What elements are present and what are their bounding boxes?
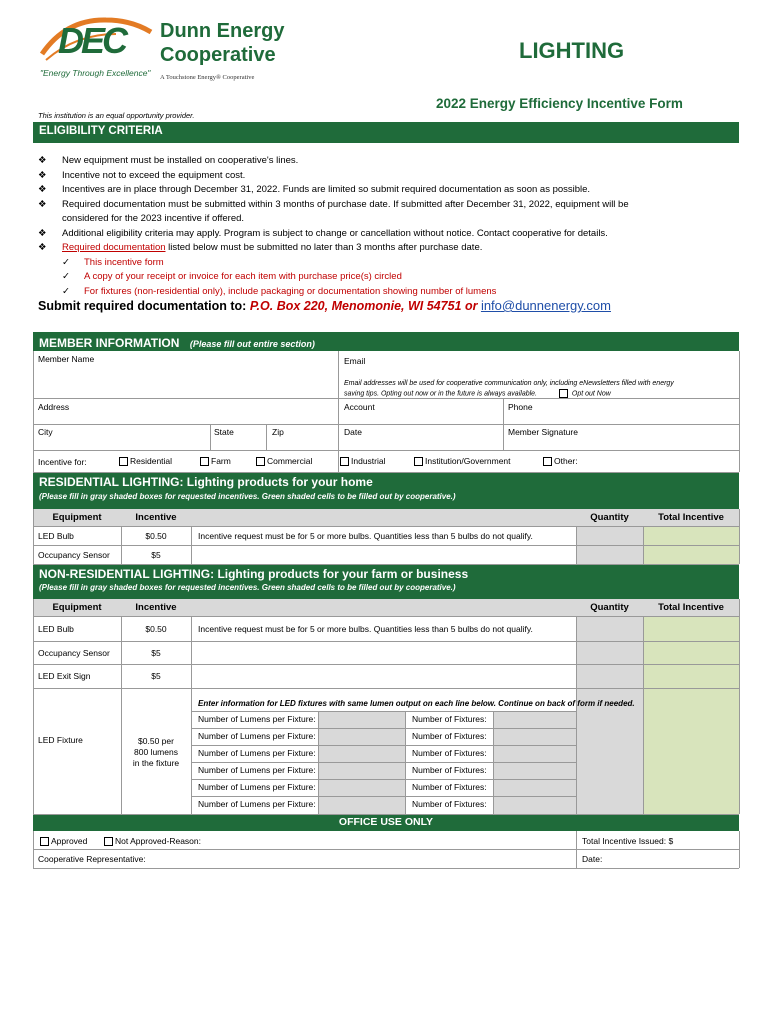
res-col-total: Total Incentive bbox=[658, 512, 724, 523]
nonres-row-exit-sign: LED Exit Sign bbox=[38, 671, 91, 681]
nonres-row-led-bulb: LED Bulb bbox=[38, 624, 74, 634]
diamond-bullet-icon: ❖ bbox=[38, 227, 47, 239]
equal-opportunity: This institution is an equal opportunity provider. bbox=[38, 111, 195, 120]
lumens-label: Number of Lumens per Fixture: bbox=[198, 799, 316, 809]
office-date-label: Date: bbox=[582, 854, 603, 864]
fixtures-label: Number of Fixtures: bbox=[412, 765, 487, 775]
fixtures-label: Number of Fixtures: bbox=[412, 799, 487, 809]
residential-note: (Please fill in gray shaded boxes for requested incentives. Green shaded cells to be filled out by cooperative.) bbox=[39, 492, 456, 501]
office-heading: OFFICE USE ONLY bbox=[33, 815, 739, 831]
eligibility-item: ❖ Required documentation listed below must be submitted no later than 3 months after purchase date. bbox=[38, 241, 738, 256]
other-checkbox[interactable] bbox=[543, 457, 552, 466]
nonres-total-cell bbox=[643, 616, 739, 814]
touchstone-text: A Touchstone Energy® Cooperative bbox=[160, 74, 255, 81]
lumens-label: Number of Lumens per Fixture: bbox=[198, 765, 316, 775]
diamond-bullet-icon: ❖ bbox=[38, 198, 47, 210]
option-other[interactable]: Other: bbox=[543, 456, 578, 466]
member-heading: MEMBER INFORMATION (Please fill out entire section) bbox=[33, 332, 739, 351]
page-title: LIGHTING bbox=[519, 38, 625, 63]
eligibility-item: ❖ Additional eligibility criteria may apply. Program is subject to change or cancellation without notice. Contact cooperative for details. bbox=[38, 227, 738, 242]
nonres-heading: NON-RESIDENTIAL LIGHTING: Lighting products for your farm or business (Please fill in gray shaded boxes for requested incentives. Green shaded cells to be filled out by cooperative.) bbox=[33, 565, 739, 599]
option-industrial[interactable]: Industrial bbox=[340, 456, 386, 466]
fixtures-label: Number of Fixtures: bbox=[412, 731, 487, 741]
diamond-bullet-icon: ❖ bbox=[38, 242, 47, 253]
eligibility-item: ❖ New equipment must be installed on cooperative's lines. bbox=[38, 154, 738, 169]
approved-checkbox[interactable] bbox=[40, 837, 49, 846]
nonres-col-total: Total Incentive bbox=[658, 602, 724, 613]
lumens-label: Number of Lumens per Fixture: bbox=[198, 782, 316, 792]
nonres-qty-input[interactable] bbox=[576, 616, 643, 814]
check-item: ✓ This incentive form bbox=[38, 256, 738, 271]
state-label: State bbox=[214, 427, 234, 437]
rep-label: Cooperative Representative: bbox=[38, 854, 146, 864]
diamond-bullet-icon: ❖ bbox=[38, 155, 47, 166]
diamond-bullet-icon: ❖ bbox=[38, 184, 47, 195]
phone-label: Phone bbox=[508, 402, 533, 412]
check-item: ✓ A copy of your receipt or invoice for each item with purchase price(s) circled bbox=[38, 270, 738, 285]
nonres-col-equipment: Equipment bbox=[52, 602, 102, 613]
check-item: ✓ For fixtures (non-residential only), include packaging or documentation showing number of lumens bbox=[38, 285, 738, 300]
nonres-row-led-bulb-incentive: $0.50 bbox=[145, 624, 167, 634]
residential-heading: RESIDENTIAL LIGHTING: Lighting products for your home (Please fill in gray shaded boxes for requested incentives. Green shaded cells to be filled out by cooperative.) bbox=[33, 473, 739, 509]
email-label: Email bbox=[344, 356, 366, 366]
commercial-checkbox[interactable] bbox=[256, 457, 265, 466]
submit-line: Submit required documentation to: P.O. Box 220, Menomonie, WI 54751 or info@dunnenergy.com bbox=[38, 298, 611, 313]
nonres-row-occupancy-incentive: $5 bbox=[151, 648, 161, 658]
eligibility-list bbox=[38, 154, 738, 299]
nonres-row-led-bulb-note: Incentive request must be for 5 or more bulbs. Quantities less than 5 bulbs do not qualify. bbox=[198, 624, 533, 634]
fixtures-label: Number of Fixtures: bbox=[412, 782, 487, 792]
email-note: Email addresses will be used for cooperative communication only, including eNewsletters filled with energy saving tips. Opting out now or in the future is always available. Opt out Now bbox=[344, 380, 674, 398]
not-approved-option[interactable]: Not Approved-Reason: bbox=[104, 836, 201, 846]
fixture-incentive: $0.50 per 800 lumens in the fixture bbox=[132, 736, 180, 768]
eligibility-item-cont: considered for the 2023 incentive if offered. bbox=[62, 213, 245, 224]
incentive-for-label: Incentive for: bbox=[38, 457, 87, 467]
residential-checkbox[interactable] bbox=[119, 457, 128, 466]
res-row-occupancy-incentive: $5 bbox=[151, 550, 161, 560]
check-icon: ✓ bbox=[62, 271, 70, 282]
org-name-line1: Dunn Energy bbox=[160, 20, 285, 42]
fixtures-label: Number of Fixtures: bbox=[412, 714, 487, 724]
org-name-line2: Cooperative bbox=[160, 44, 276, 66]
member-name-label: Member Name bbox=[38, 354, 95, 364]
res-row-led-bulb-incentive: $0.50 bbox=[145, 531, 167, 541]
page-subtitle: 2022 Energy Efficiency Incentive Form bbox=[436, 96, 683, 111]
lumens-label: Number of Lumens per Fixture: bbox=[198, 731, 316, 741]
city-label: City bbox=[38, 427, 53, 437]
address-label: Address bbox=[38, 402, 70, 412]
nonres-row-occupancy: Occupancy Sensor bbox=[38, 648, 110, 658]
slogan: "Energy Through Excellence" bbox=[40, 68, 151, 78]
required-doc-link[interactable]: Required documentation bbox=[62, 242, 166, 253]
res-col-incentive: Incentive bbox=[135, 512, 177, 523]
industrial-checkbox[interactable] bbox=[340, 457, 349, 466]
approved-option[interactable]: Approved bbox=[40, 836, 87, 846]
farm-checkbox[interactable] bbox=[200, 457, 209, 466]
eligibility-heading: ELIGIBILITY CRITERIA bbox=[33, 122, 739, 143]
option-commercial[interactable]: Commercial bbox=[256, 456, 312, 466]
nonres-col-quantity: Quantity bbox=[590, 602, 629, 613]
nonres-note: (Please fill in gray shaded boxes for requested incentives. Green shaded cells to be filled out by cooperative.) bbox=[39, 583, 456, 592]
check-icon: ✓ bbox=[62, 256, 70, 268]
res-row-led-bulb-note: Incentive request must be for 5 or more bulbs. Quantities less than 5 bulbs do not qualify. bbox=[198, 531, 533, 541]
option-residential[interactable]: Residential bbox=[119, 456, 172, 466]
lumens-label: Number of Lumens per Fixture: bbox=[198, 714, 316, 724]
option-farm[interactable]: Farm bbox=[200, 456, 231, 466]
check-icon: ✓ bbox=[62, 285, 70, 297]
diamond-bullet-icon: ❖ bbox=[38, 169, 47, 181]
eligibility-item: ❖ Incentive not to exceed the equipment cost. bbox=[38, 169, 738, 184]
res-row-led-bulb: LED Bulb bbox=[38, 531, 74, 541]
opt-out-checkbox[interactable] bbox=[559, 389, 568, 398]
nonres-row-exit-sign-incentive: $5 bbox=[151, 671, 161, 681]
total-issued-label: Total Incentive Issued: $ bbox=[582, 836, 674, 846]
nonres-col-incentive: Incentive bbox=[135, 602, 177, 613]
institution-checkbox[interactable] bbox=[414, 457, 423, 466]
submit-email[interactable]: info@dunnenergy.com bbox=[480, 298, 611, 313]
res-col-equipment: Equipment bbox=[52, 512, 102, 523]
account-label: Account bbox=[344, 402, 375, 412]
eligibility-item: ❖ Incentives are in place through December 31, 2022. Funds are limited so submit required documentation as soon as possible. bbox=[38, 183, 738, 198]
date-label: Date bbox=[344, 427, 362, 437]
signature-label: Member Signature bbox=[508, 427, 578, 437]
fixtures-label: Number of Fixtures: bbox=[412, 748, 487, 758]
member-heading-note: (Please fill out entire section) bbox=[189, 339, 315, 349]
fixture-equipment: LED Fixture bbox=[38, 735, 83, 745]
res-col-quantity: Quantity bbox=[590, 512, 629, 523]
zip-label: Zip bbox=[272, 427, 284, 437]
submit-address: P.O. Box 220, Menomonie, WI 54751 or bbox=[249, 299, 478, 313]
lumens-label: Number of Lumens per Fixture: bbox=[198, 748, 316, 758]
logo-letters: DEC bbox=[58, 20, 126, 61]
not-approved-checkbox[interactable] bbox=[104, 837, 113, 846]
logo bbox=[36, 14, 296, 92]
option-institution[interactable]: Institution/Government bbox=[414, 456, 511, 466]
res-row-occupancy: Occupancy Sensor bbox=[38, 550, 110, 560]
fixture-instructions: Enter information for LED fixtures with same lumen output on each line below. Continue on back of form if needed. bbox=[198, 699, 635, 708]
eligibility-item: ❖ Required documentation must be submitted within 3 months of purchase date. If submitted after December 31, 2022, equipment will be bbox=[38, 198, 738, 213]
